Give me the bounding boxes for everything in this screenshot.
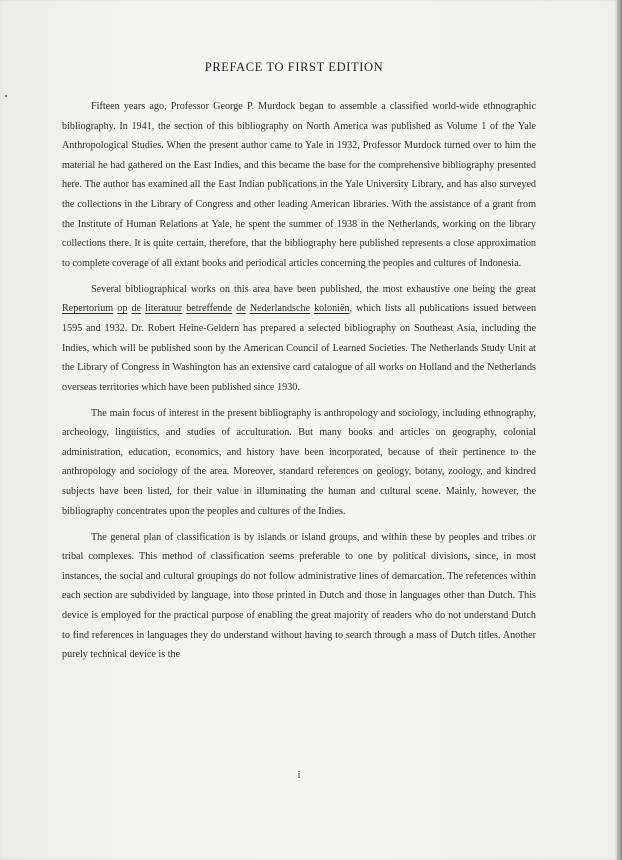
underlined-title-word: koloniën <box>314 303 350 315</box>
paragraph-4: The general plan of classification is by islands or island groups, and within these by peoples and tribes or tribal complexes. This method of classification seems preferable to one by political divisions, since, in most instances, the social and cultural groupings do not follow administrative lines of demarcation. The references within each section are subdivided by language, into those printed in Dutch and those in languages other than Dutch. This device is employed for the practical purpose of enabling the great majority of readers who do not understand Dutch to find references in languages they do understand without having to search through a mass of Dutch titles. Another purely technical device is the <box>62 531 536 661</box>
page-title: PREFACE TO FIRST EDITION <box>204 60 384 74</box>
underlined-title-word: de <box>236 303 246 315</box>
paragraph-2-before: Several bibliographical works on this area have been published, the most exhaustive one being the great <box>91 283 536 295</box>
page-edge-shadow <box>617 0 622 860</box>
preface-body <box>62 97 536 671</box>
underlined-title-word: de <box>131 303 141 315</box>
paragraph-1: Fifteen years ago, Professor George P. Murdock began to assemble a classified world-wide ethnographic bibliography. In 1941, the section of this bibliography on North America was published as Volume 1 of the Yale Anthropological Studies. When the present author came to Yale in 1932, Professor Murdock turned over to him the material he had gathered on the East Indies, and this became the base for the comprehensive bibliography presented here. The author has examined all the East Indian publications in the Yale University Library, and has also surveyed the collections in the Library of Congress and other leading American libraries. With the assistance of a grant from the Institute of Human Relations at Yale, he spent the summer of 1938 in the Netherlands, working on the library collections there. It is quite certain, therefore, that the bibliography here published represents a close approximation to complete coverage of all extant books and periodical articles concerning the peoples and cultures of Indonesia. <box>62 101 536 269</box>
paper-speck <box>5 95 7 97</box>
underlined-title-word: op <box>117 303 128 315</box>
underlined-title-word: betreffende <box>186 303 233 315</box>
underlined-title-word: literatuur <box>145 303 183 315</box>
paragraph-3: The main focus of interest in the present bibliography is anthropology and sociology, including ethnography, archeology, linguistics, and studies of acculturation. But many books and articles on geography, colonial administration, education, economics, and history have been incorporated, because of their pertinence to the anthropology and sociology of the area. Moreover, standard references on geology, botany, zoology, and kindred subjects have been listed, for their value in illuminating the human and cultural scene. Mainly, however, the bibliography concentrates upon the peoples and cultures of the Indies. <box>62 407 536 517</box>
paragraph-2-after: , which lists all publications issued between 1595 and 1932. Dr. Robert Heine-Geldern has prepared a selected bibliography on Southeast Asia, including the Indies, which will be published soon by the American Council of Learned Societies. The Netherlands Study Unit at the Library of Congress in Washington has an extensive card catalogue of all works on Holland and the Netherlands overseas territories which have been published since 1930. <box>62 303 537 393</box>
underlined-title-word: Repertorium <box>62 303 114 315</box>
page-number: i <box>297 769 301 781</box>
paragraph-2 <box>62 280 536 398</box>
underlined-title-word: Nederlandsche <box>249 303 311 315</box>
